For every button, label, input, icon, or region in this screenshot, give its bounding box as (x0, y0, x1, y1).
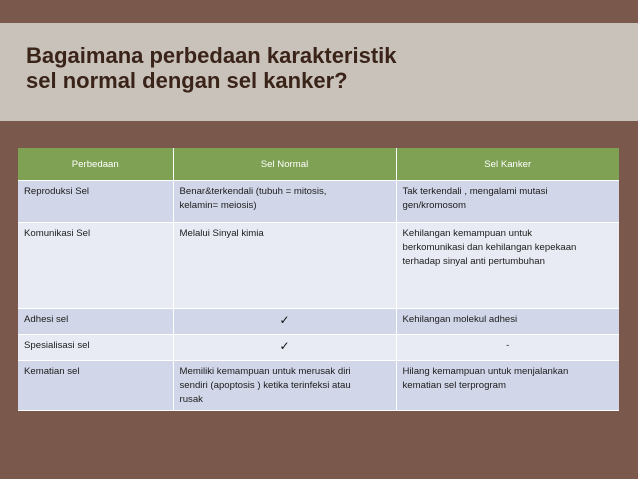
cell-normal (173, 335, 396, 361)
checkmark-icon: ✓ (279, 339, 290, 353)
cell-aspect-text: Kematian sel (24, 366, 80, 377)
cell-cancer (396, 309, 619, 335)
cell-aspect-text: Reproduksi Sel (24, 186, 90, 197)
cell-normal-text: Benar&terkendali (tubuh = mitosis, kelamin= meiosis) (179, 186, 327, 211)
slide-title-line-1: Bagaimana perbedaan karakteristik (26, 43, 397, 68)
cell-normal (173, 223, 396, 309)
cell-cancer-text: Tak terkendali , mengalami mutasi gen/kromosom (402, 186, 548, 211)
cell-cancer (396, 223, 619, 309)
header-sel-normal: Sel Normal (173, 148, 396, 181)
cell-normal (173, 309, 396, 335)
slide-title-line-2: sel normal dengan sel kanker? (26, 68, 348, 93)
slide-title (26, 43, 586, 93)
checkmark-icon: ✓ (279, 313, 290, 327)
cell-cancer-text: - (506, 340, 510, 351)
cell-aspect (18, 361, 173, 411)
header-sel-kanker: Sel Kanker (396, 148, 619, 181)
cell-normal (173, 181, 396, 223)
cell-normal-text: Melalui Sinyal kimia (179, 228, 264, 239)
cell-cancer-text: Hilang kemampuan untuk menjalankan kematian sel terprogram (402, 366, 569, 391)
table-row-komunikasi (18, 223, 619, 309)
cell-cancer-text: Kehilangan molekul adhesi (402, 314, 518, 325)
comparison-table (18, 148, 619, 411)
table-header-row (18, 148, 619, 181)
cell-aspect (18, 335, 173, 361)
table-row-spesialisasi (18, 335, 619, 361)
cell-cancer-text: Kehilangan kemampuan untuk berkomunikasi dan kehilangan kepekaan terhadap sinyal anti pertumbuhan (402, 228, 577, 267)
cell-aspect-text: Komunikasi Sel (24, 228, 91, 239)
cell-cancer (396, 361, 619, 411)
table-row-reproduksi (18, 181, 619, 223)
cell-cancer (396, 181, 619, 223)
cell-normal (173, 361, 396, 411)
table-row-adhesi (18, 309, 619, 335)
cell-aspect-text: Spesialisasi sel (24, 340, 90, 351)
cell-cancer (396, 335, 619, 361)
cell-aspect (18, 181, 173, 223)
cell-aspect-text: Adhesi sel (24, 314, 69, 325)
cell-normal-text: Memiliki kemampuan untuk merusak diri sendiri (apoptosis ) ketika terinfeksi atau rusak (179, 366, 351, 405)
header-perbedaan: Perbedaan (18, 148, 173, 181)
cell-aspect (18, 309, 173, 335)
cell-aspect (18, 223, 173, 309)
table-row-kematian (18, 361, 619, 411)
